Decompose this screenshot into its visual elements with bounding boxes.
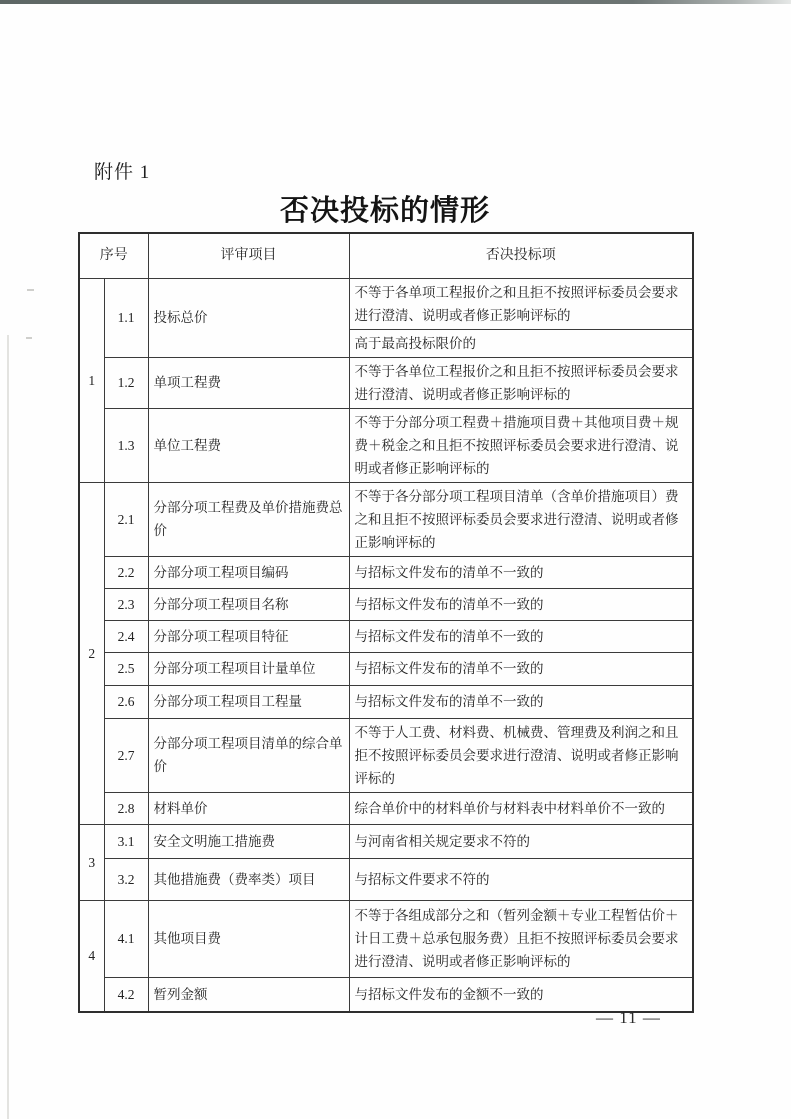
cell-rejection-2-2: 与招标文件发布的清单不一致的 <box>349 556 693 588</box>
col-header-item: 评审项目 <box>148 233 349 278</box>
cell-item-1-1: 投标总价 <box>148 278 349 357</box>
cell-item-2-7: 分部分项工程项目清单的综合单价 <box>148 718 349 792</box>
table-row <box>79 408 693 482</box>
cell-no-2-6: 2.6 <box>104 685 148 718</box>
cell-rejection-1-3: 不等于分部分项工程费＋措施项目费＋其他项目费＋规费＋税金之和且拒不按照评标委员会要求进行澄清、说明或者修正影响评标的 <box>349 408 693 482</box>
page-number: — 11 — <box>596 1008 661 1027</box>
table-row <box>79 824 693 858</box>
col-header-rejection: 否决投标项 <box>349 233 693 278</box>
rejection-criteria-table <box>78 232 694 1013</box>
cell-no-2-3: 2.3 <box>104 588 148 620</box>
cell-no-2-5: 2.5 <box>104 652 148 685</box>
cell-rejection-1-1a: 不等于各单项工程报价之和且拒不按照评标委员会要求进行澄清、说明或者修正影响评标的 <box>349 278 693 329</box>
cell-no-3-1: 3.1 <box>104 824 148 858</box>
cell-no-3-2: 3.2 <box>104 858 148 900</box>
cell-rejection-1-2: 不等于各单位工程报价之和且拒不按照评标委员会要求进行澄清、说明或者修正影响评标的 <box>349 357 693 408</box>
table-row <box>79 357 693 408</box>
cell-item-2-8: 材料单价 <box>148 792 349 824</box>
cell-rejection-4-1: 不等于各组成部分之和（暂列金额＋专业工程暂估价＋计日工费＋总承包服务费）且拒不按照评标委员会要求进行澄清、说明或者修正影响评标的 <box>349 900 693 977</box>
cell-item-2-1: 分部分项工程费及单价措施费总价 <box>148 482 349 556</box>
cell-rejection-2-3: 与招标文件发布的清单不一致的 <box>349 588 693 620</box>
cell-rejection-2-1: 不等于各分部分项工程项目清单（含单价措施项目）费之和且拒不按照评标委员会要求进行澄清、说明或者修正影响评标的 <box>349 482 693 556</box>
cell-no-2-7: 2.7 <box>104 718 148 792</box>
cell-rejection-3-2: 与招标文件要求不符的 <box>349 858 693 900</box>
cell-group-no-4: 4 <box>79 900 104 1012</box>
cell-no-2-4: 2.4 <box>104 620 148 652</box>
cell-item-1-2: 单项工程费 <box>148 357 349 408</box>
table-row <box>79 482 693 556</box>
cell-no-1-1: 1.1 <box>104 278 148 357</box>
scan-edge-artifact <box>0 0 791 4</box>
cell-item-2-5: 分部分项工程项目计量单位 <box>148 652 349 685</box>
cell-no-2-1: 2.1 <box>104 482 148 556</box>
cell-group-no-1: 1 <box>79 278 104 482</box>
table-row <box>79 858 693 900</box>
table-row <box>79 792 693 824</box>
cell-no-1-2: 1.2 <box>104 357 148 408</box>
table-row <box>79 278 693 329</box>
cell-rejection-2-6: 与招标文件发布的清单不一致的 <box>349 685 693 718</box>
scan-mark <box>26 337 32 339</box>
cell-no-2-8: 2.8 <box>104 792 148 824</box>
cell-item-2-3: 分部分项工程项目名称 <box>148 588 349 620</box>
cell-rejection-2-8: 综合单价中的材料单价与材料表中材料单价不一致的 <box>349 792 693 824</box>
page-title: 否决投标的情形 <box>279 195 490 227</box>
scan-left-line-artifact <box>7 335 9 1119</box>
cell-no-4-2: 4.2 <box>104 977 148 1012</box>
cell-item-2-2: 分部分项工程项目编码 <box>148 556 349 588</box>
table-row <box>79 718 693 792</box>
cell-rejection-3-1: 与河南省相关规定要求不符的 <box>349 824 693 858</box>
cell-item-2-4: 分部分项工程项目特征 <box>148 620 349 652</box>
cell-item-1-3: 单位工程费 <box>148 408 349 482</box>
cell-rejection-2-5: 与招标文件发布的清单不一致的 <box>349 652 693 685</box>
cell-item-2-6: 分部分项工程项目工程量 <box>148 685 349 718</box>
scan-mark <box>27 289 34 291</box>
cell-rejection-4-2: 与招标文件发布的金额不一致的 <box>349 977 693 1012</box>
cell-group-no-3: 3 <box>79 824 104 900</box>
table-row <box>79 900 693 977</box>
cell-rejection-1-1b: 高于最高投标限价的 <box>349 329 693 357</box>
cell-rejection-2-4: 与招标文件发布的清单不一致的 <box>349 620 693 652</box>
attachment-label: 附件 1 <box>94 162 151 183</box>
cell-rejection-2-7: 不等于人工费、材料费、机械费、管理费及利润之和且拒不按照评标委员会要求进行澄清、说明或者修正影响评标的 <box>349 718 693 792</box>
cell-item-4-1: 其他项目费 <box>148 900 349 977</box>
table-row <box>79 556 693 588</box>
cell-group-no-2: 2 <box>79 482 104 824</box>
col-header-serial: 序号 <box>79 233 148 278</box>
cell-no-4-1: 4.1 <box>104 900 148 977</box>
cell-item-3-1: 安全文明施工措施费 <box>148 824 349 858</box>
cell-no-2-2: 2.2 <box>104 556 148 588</box>
table-row <box>79 652 693 685</box>
table-row <box>79 588 693 620</box>
table-row <box>79 685 693 718</box>
table-row <box>79 977 693 1012</box>
cell-item-3-2: 其他措施费（费率类）项目 <box>148 858 349 900</box>
table-row <box>79 620 693 652</box>
cell-no-1-3: 1.3 <box>104 408 148 482</box>
table-header-row <box>79 233 693 278</box>
cell-item-4-2: 暂列金额 <box>148 977 349 1012</box>
